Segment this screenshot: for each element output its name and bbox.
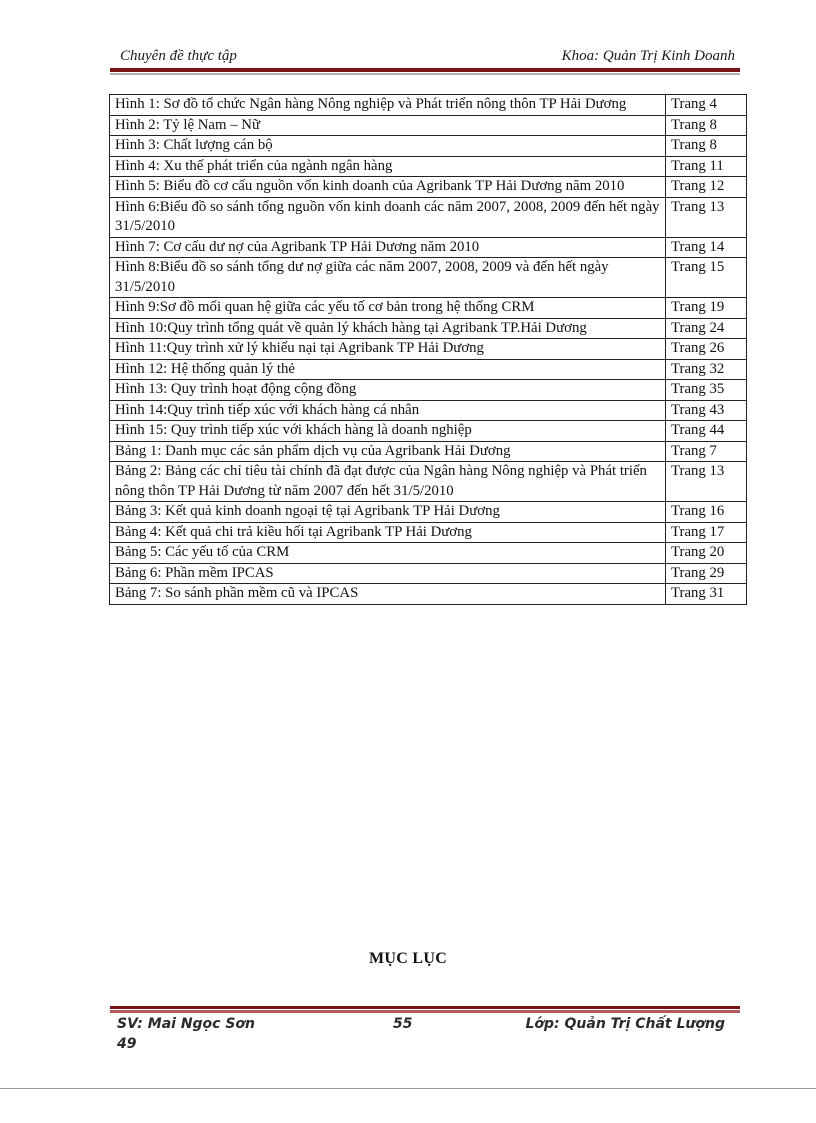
entry-title: Hình 7: Cơ cấu dư nợ của Agribank TP Hải Dương năm 2010 bbox=[110, 237, 666, 258]
entry-title: Hình 2: Tỷ lệ Nam – Nữ bbox=[110, 115, 666, 136]
entry-page: Trang 26 bbox=[666, 339, 747, 360]
table-row bbox=[110, 359, 747, 380]
entry-title: Hình 11:Quy trình xử lý khiếu nại tại Agribank TP Hải Dương bbox=[110, 339, 666, 360]
entry-title: Hình 9:Sơ đồ mối quan hệ giữa các yếu tố cơ bản trong hệ thống CRM bbox=[110, 298, 666, 319]
entry-title: Hình 12: Hệ thống quản lý thẻ bbox=[110, 359, 666, 380]
table-row bbox=[110, 543, 747, 564]
table-row bbox=[110, 380, 747, 401]
entry-page: Trang 13 bbox=[666, 462, 747, 502]
footer-rule-shadow bbox=[110, 1010, 740, 1013]
footer-student: SV: Mai Ngọc Sơn bbox=[117, 1016, 256, 1032]
entry-title: Hình 13: Quy trình hoạt động cộng đồng bbox=[110, 380, 666, 401]
entry-title: Bảng 3: Kết quả kinh doanh ngoại tệ tại Agribank TP Hải Dương bbox=[110, 502, 666, 523]
header-faculty: Khoa: Quản Trị Kinh Doanh bbox=[561, 48, 735, 64]
section-title: MỤC LỤC bbox=[368, 950, 448, 967]
entry-title: Hình 4: Xu thế phát triển của ngành ngân hàng bbox=[110, 156, 666, 177]
footer-class: Lớp: Quản Trị Chất Lượng bbox=[525, 1016, 725, 1032]
table-row bbox=[110, 95, 747, 116]
entry-page: Trang 16 bbox=[666, 502, 747, 523]
entry-page: Trang 12 bbox=[666, 177, 747, 198]
table-row bbox=[110, 441, 747, 462]
entry-page: Trang 13 bbox=[666, 197, 747, 237]
table-row bbox=[110, 421, 747, 442]
entry-title: Bảng 7: So sánh phần mềm cũ và IPCAS bbox=[110, 584, 666, 605]
entry-page: Trang 4 bbox=[666, 95, 747, 116]
entry-title: Bảng 1: Danh mục các sản phẩm dịch vụ của Agribank Hải Dương bbox=[110, 441, 666, 462]
page-header bbox=[110, 46, 738, 68]
footer-rule bbox=[110, 1006, 740, 1009]
entry-title: Hình 3: Chất lượng cán bộ bbox=[110, 136, 666, 157]
entry-title: Hình 1: Sơ đồ tổ chức Ngân hàng Nông nghiệp và Phát triển nông thôn TP Hải Dương bbox=[110, 95, 666, 116]
table-row bbox=[110, 298, 747, 319]
entry-page: Trang 35 bbox=[666, 380, 747, 401]
entry-title: Bảng 2: Bảng các chỉ tiêu tài chính đã đạt được của Ngân hàng Nông nghiệp và Phát triển nông thôn TP Hải Dương từ năm 2007 đến hết 31/5/2010 bbox=[110, 462, 666, 502]
table-row bbox=[110, 400, 747, 421]
table-row bbox=[110, 502, 747, 523]
page-bottom-divider bbox=[0, 1088, 816, 1089]
table-row bbox=[110, 237, 747, 258]
entry-page: Trang 44 bbox=[666, 421, 747, 442]
entry-title: Bảng 4: Kết quả chi trả kiều hối tại Agribank TP Hải Dương bbox=[110, 522, 666, 543]
table-row bbox=[110, 156, 747, 177]
entry-page: Trang 29 bbox=[666, 563, 747, 584]
table-row bbox=[110, 136, 747, 157]
header-document-type: Chuyên đề thực tập bbox=[120, 48, 237, 64]
entry-title: Hình 5: Biểu đồ cơ cấu nguồn vốn kinh doanh của Agribank TP Hải Dương năm 2010 bbox=[110, 177, 666, 198]
entry-title: Hình 14:Quy trình tiếp xúc với khách hàng cá nhân bbox=[110, 400, 666, 421]
figure-table-list bbox=[109, 94, 747, 605]
entry-page: Trang 24 bbox=[666, 318, 747, 339]
footer-student-number: 49 bbox=[117, 1036, 137, 1052]
entry-page: Trang 17 bbox=[666, 522, 747, 543]
entry-page: Trang 7 bbox=[666, 441, 747, 462]
table-row bbox=[110, 584, 747, 605]
header-rule-shadow bbox=[110, 73, 740, 75]
entry-title: Hình 8:Biểu đồ so sánh tổng dư nợ giữa các năm 2007, 2008, 2009 và đến hết ngày 31/5/2010 bbox=[110, 258, 666, 298]
table-row bbox=[110, 522, 747, 543]
table-row bbox=[110, 197, 747, 237]
entry-page: Trang 43 bbox=[666, 400, 747, 421]
header-rule bbox=[110, 68, 740, 72]
entry-page: Trang 11 bbox=[666, 156, 747, 177]
entry-page: Trang 15 bbox=[666, 258, 747, 298]
table-row bbox=[110, 563, 747, 584]
page-footer bbox=[117, 1016, 737, 1056]
entry-page: Trang 32 bbox=[666, 359, 747, 380]
entry-title: Hình 15: Quy trình tiếp xúc với khách hàng là doanh nghiệp bbox=[110, 421, 666, 442]
footer-page-number: 55 bbox=[393, 1016, 413, 1032]
entry-page: Trang 8 bbox=[666, 136, 747, 157]
entry-title: Bảng 5: Các yếu tố của CRM bbox=[110, 543, 666, 564]
entry-page: Trang 31 bbox=[666, 584, 747, 605]
entry-page: Trang 8 bbox=[666, 115, 747, 136]
table-row bbox=[110, 462, 747, 502]
entry-title: Hình 10:Quy trình tổng quát về quản lý khách hàng tại Agribank TP.Hải Dương bbox=[110, 318, 666, 339]
entry-title: Hình 6:Biểu đồ so sánh tổng nguồn vốn kinh doanh các năm 2007, 2008, 2009 đến hết ngày 31/5/2010 bbox=[110, 197, 666, 237]
entry-page: Trang 14 bbox=[666, 237, 747, 258]
table-row bbox=[110, 115, 747, 136]
entry-page: Trang 19 bbox=[666, 298, 747, 319]
entry-page: Trang 20 bbox=[666, 543, 747, 564]
table-row bbox=[110, 339, 747, 360]
entry-title: Bảng 6: Phần mềm IPCAS bbox=[110, 563, 666, 584]
table-row bbox=[110, 318, 747, 339]
table-row bbox=[110, 177, 747, 198]
table-row bbox=[110, 258, 747, 298]
figure-table-list-body bbox=[110, 95, 747, 605]
